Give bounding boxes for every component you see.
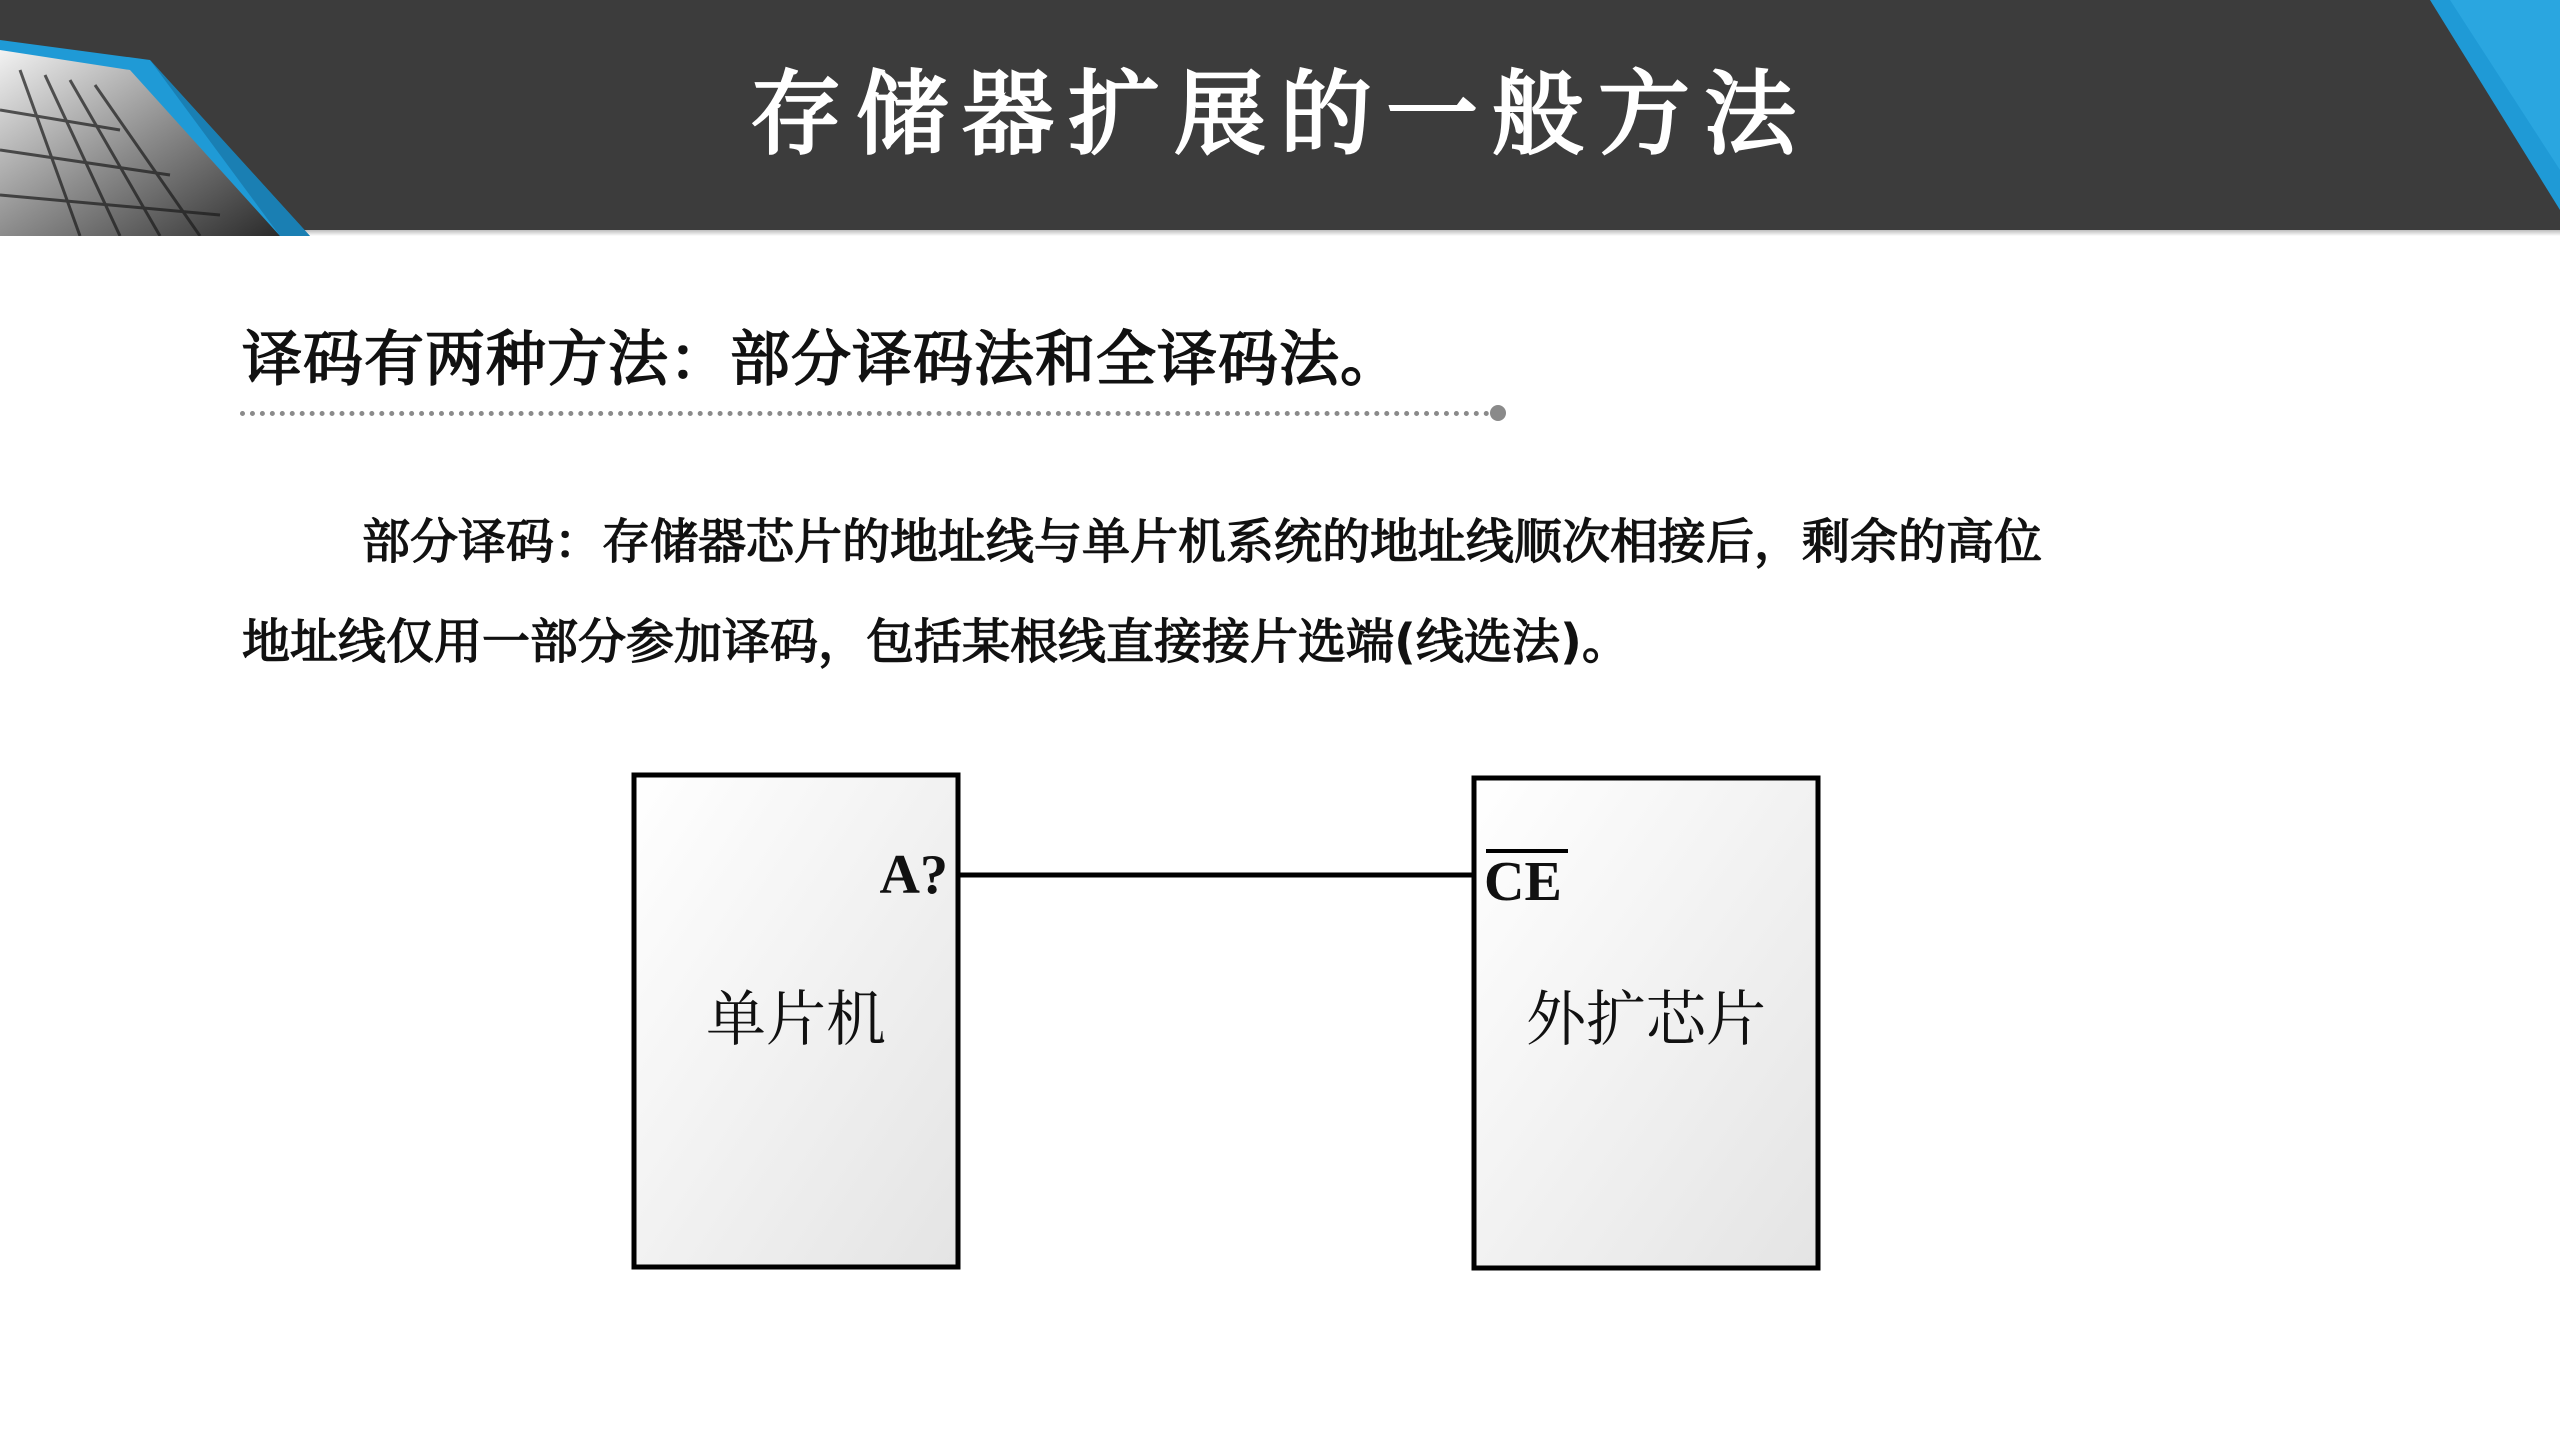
paragraph-line-2: 地址线仅用一部分参加译码，包括某根线直接接片选端(线选法)。	[242, 614, 1630, 670]
chip-enable-pin-label: CE	[1484, 851, 1562, 913]
external-chip-label: 外扩芯片	[1526, 987, 1766, 1053]
paragraph-line-1: 部分译码：存储器芯片的地址线与单片机系统的地址线顺次相接后，剩余的高位	[362, 514, 2043, 570]
page-title: 存储器扩展的一般方法	[749, 61, 1810, 168]
mcu-label: 单片机	[706, 987, 886, 1053]
mcu-pin-label: A?	[879, 844, 948, 906]
section-heading: 译码有两种方法：部分译码法和全译码法。	[242, 325, 1401, 395]
